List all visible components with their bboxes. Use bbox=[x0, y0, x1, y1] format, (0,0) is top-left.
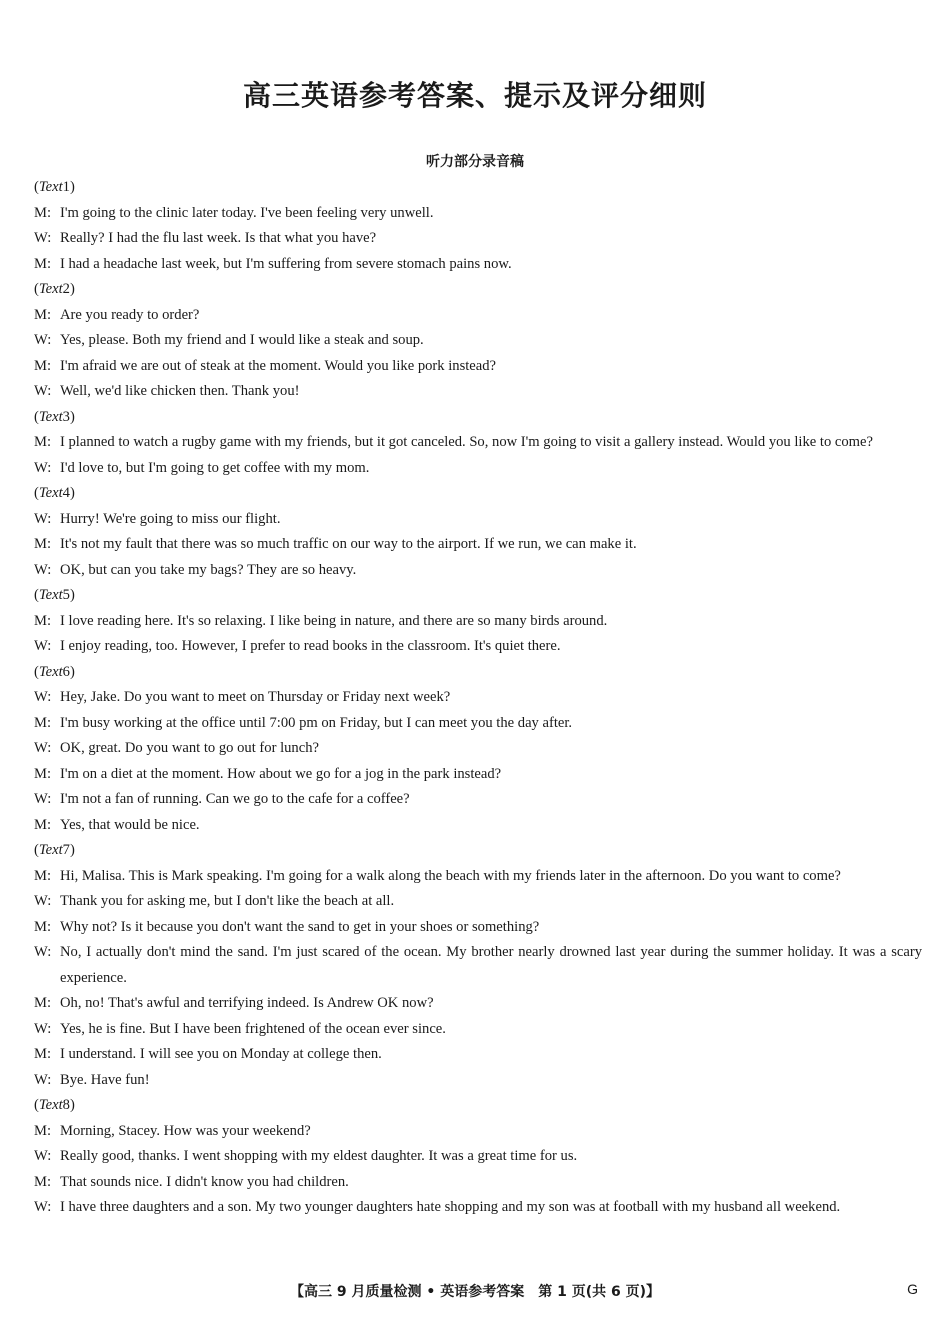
speaker-label: W: bbox=[34, 1148, 52, 1164]
text-heading-label: Text bbox=[38, 1097, 63, 1113]
text-heading-number: 5 bbox=[62, 587, 70, 603]
dialogue-line bbox=[34, 1042, 922, 1068]
dialogue-line bbox=[34, 634, 922, 660]
speaker-label: W: bbox=[34, 1071, 52, 1088]
text-heading: ( Text 2 ) bbox=[34, 277, 922, 303]
speaker-label: M: bbox=[34, 867, 52, 884]
dialogue-text: I'm afraid we are out of steak at the moment. Would you like pork instead? bbox=[60, 357, 497, 374]
dialogue-text: Why not? Is it because you don't want the sand to get in your shoes or something? bbox=[60, 918, 540, 935]
text-heading-number: 3 bbox=[62, 408, 70, 425]
speaker-label: M: bbox=[34, 434, 52, 450]
section-subtitle: 听力部分录音稿 bbox=[426, 154, 524, 170]
speaker-label: M: bbox=[34, 306, 52, 323]
dialogue-text: OK, great. Do you want to go out for lunch? bbox=[60, 740, 319, 756]
text-heading-number: 8 bbox=[62, 1097, 70, 1113]
dialogue-text: Bye. Have fun! bbox=[60, 1071, 150, 1088]
text-heading-label: Text bbox=[38, 281, 63, 297]
text-heading: ( Text 3 ) bbox=[34, 405, 922, 431]
dialogue-text: Yes, that would be nice. bbox=[60, 816, 200, 833]
page-title: 高三英语参考答案、提示及评分细则 bbox=[242, 79, 707, 112]
dialogue-line bbox=[34, 991, 922, 1017]
paper-code: G bbox=[907, 1281, 918, 1297]
dialogue-line bbox=[34, 226, 922, 252]
dialogue-text: I'm not a fan of running. Can we go to the cafe for a coffee? bbox=[60, 791, 410, 807]
dialogue-line bbox=[34, 456, 922, 482]
speaker-label: M: bbox=[34, 1173, 52, 1190]
dialogue-line bbox=[34, 201, 922, 227]
dialogue-line bbox=[34, 940, 922, 991]
dialogue-text: It's not my fault that there was so much traffic on our way to the airport. If we run, we can make it. bbox=[60, 536, 637, 552]
dialogue-line bbox=[34, 252, 922, 278]
dialogue-text: I planned to watch a rugby game with my friends, but it got canceled. So, now I'm going to visit a gallery instead. Would you like to come? bbox=[60, 434, 873, 450]
dialogue-line bbox=[34, 1119, 922, 1145]
dialogue-text: Oh, no! That's awful and terrifying indeed. Is Andrew OK now? bbox=[60, 995, 434, 1011]
dialogue-line bbox=[34, 1068, 922, 1094]
speaker-label: M: bbox=[34, 816, 52, 833]
dialogue-line bbox=[34, 685, 922, 711]
dialogue-line bbox=[34, 864, 922, 890]
speaker-label: W: bbox=[34, 944, 52, 960]
dialogue-line bbox=[34, 1195, 922, 1221]
speaker-label: M: bbox=[34, 536, 52, 552]
speaker-label: M: bbox=[34, 255, 52, 272]
speaker-label: M: bbox=[34, 612, 52, 629]
dialogue-text: I had a headache last week, but I'm suffering from severe stomach pains now. bbox=[60, 255, 512, 272]
text-heading-number: 2 bbox=[62, 281, 70, 297]
text-heading-number: 4 bbox=[62, 485, 70, 501]
text-heading: ( Text 1 ) bbox=[34, 175, 922, 201]
speaker-label: M: bbox=[34, 714, 52, 731]
dialogue-line bbox=[34, 762, 922, 788]
dialogue-line bbox=[34, 379, 922, 405]
dialogue-text: Well, we'd like chicken then. Thank you! bbox=[60, 383, 300, 399]
listening-transcript bbox=[34, 175, 922, 1221]
speaker-label: M: bbox=[34, 1046, 52, 1062]
speaker-label: W: bbox=[34, 893, 52, 909]
dialogue-line bbox=[34, 609, 922, 635]
dialogue-line bbox=[34, 328, 922, 354]
speaker-label: W: bbox=[34, 230, 52, 246]
speaker-label: M: bbox=[34, 918, 52, 935]
dialogue-text: I'm going to the clinic later today. I've been feeling very unwell. bbox=[60, 204, 434, 221]
dialogue-line bbox=[34, 532, 922, 558]
text-heading: ( Text 7 ) bbox=[34, 838, 922, 864]
dialogue-line bbox=[34, 1017, 922, 1043]
dialogue-line bbox=[34, 889, 922, 915]
dialogue-text: I love reading here. It's so relaxing. I like being in nature, and there are so many birds around. bbox=[60, 612, 608, 629]
speaker-label: W: bbox=[34, 1020, 52, 1037]
dialogue-line bbox=[34, 558, 922, 584]
speaker-label: W: bbox=[34, 510, 52, 527]
text-heading-number: 1 bbox=[62, 179, 70, 195]
dialogue-text: I'm busy working at the office until 7:00 pm on Friday, but I can meet you the day after. bbox=[60, 714, 573, 731]
speaker-label: W: bbox=[34, 459, 52, 476]
dialogue-text: Morning, Stacey. How was your weekend? bbox=[60, 1122, 311, 1139]
speaker-label: W: bbox=[34, 383, 52, 399]
speaker-label: M: bbox=[34, 995, 52, 1011]
speaker-label: M: bbox=[34, 765, 52, 782]
dialogue-line bbox=[34, 915, 922, 941]
dialogue-line bbox=[34, 1144, 922, 1170]
dialogue-text: Hey, Jake. Do you want to meet on Thursday or Friday next week? bbox=[60, 689, 451, 705]
speaker-label: W: bbox=[34, 1199, 52, 1215]
text-heading-label: Text bbox=[38, 408, 63, 425]
dialogue-text: That sounds nice. I didn't know you had children. bbox=[60, 1173, 349, 1190]
speaker-label: W: bbox=[34, 332, 52, 348]
text-heading-label: Text bbox=[38, 842, 63, 858]
text-heading-number: 7 bbox=[62, 842, 70, 858]
dialogue-text: Hurry! We're going to miss our flight. bbox=[60, 510, 281, 527]
dialogue-text: Really good, thanks. I went shopping with my eldest daughter. It was a great time for us. bbox=[60, 1148, 578, 1164]
text-heading: ( Text 5 ) bbox=[34, 583, 922, 609]
speaker-label: M: bbox=[34, 357, 52, 374]
text-heading: ( Text 6 ) bbox=[34, 660, 922, 686]
speaker-label: M: bbox=[34, 204, 52, 221]
dialogue-text: I understand. I will see you on Monday at college then. bbox=[60, 1046, 382, 1062]
dialogue-text: No, I actually don't mind the sand. I'm just scared of the ocean. My brother nearly drowned last year during the summer holiday. It was a scary experience. bbox=[60, 944, 922, 986]
text-heading: ( Text 4 ) bbox=[34, 481, 922, 507]
dialogue-line bbox=[34, 813, 922, 839]
dialogue-text: I enjoy reading, too. However, I prefer to read books in the classroom. It's quiet there. bbox=[60, 638, 561, 654]
text-heading: ( Text 8 ) bbox=[34, 1093, 922, 1119]
dialogue-line bbox=[34, 303, 922, 329]
dialogue-text: Thank you for asking me, but I don't like the beach at all. bbox=[60, 893, 395, 909]
speaker-label: W: bbox=[34, 561, 52, 578]
dialogue-text: Yes, he is fine. But I have been frightened of the ocean ever since. bbox=[60, 1020, 446, 1037]
dialogue-line bbox=[34, 736, 922, 762]
speaker-label: W: bbox=[34, 740, 52, 756]
text-heading-number: 6 bbox=[62, 663, 70, 680]
text-heading-label: Text bbox=[38, 663, 63, 680]
dialogue-line bbox=[34, 787, 922, 813]
dialogue-text: Are you ready to order? bbox=[60, 306, 200, 323]
page-footer: 【高三 9 月质量检测 • 英语参考答案 第 1 页(共 6 页)】 bbox=[290, 1284, 660, 1300]
dialogue-text: OK, but can you take my bags? They are so heavy. bbox=[60, 561, 357, 578]
text-heading-label: Text bbox=[38, 485, 63, 501]
dialogue-line bbox=[34, 354, 922, 380]
dialogue-text: Yes, please. Both my friend and I would like a steak and soup. bbox=[60, 332, 424, 348]
dialogue-line bbox=[34, 507, 922, 533]
dialogue-line bbox=[34, 711, 922, 737]
dialogue-line bbox=[34, 1170, 922, 1196]
speaker-label: W: bbox=[34, 689, 52, 705]
dialogue-text: I'm on a diet at the moment. How about we go for a jog in the park instead? bbox=[60, 765, 502, 782]
speaker-label: M: bbox=[34, 1122, 52, 1139]
speaker-label: W: bbox=[34, 791, 52, 807]
text-heading-label: Text bbox=[38, 587, 63, 603]
dialogue-text: Hi, Malisa. This is Mark speaking. I'm going for a walk along the beach with my friends later in the afternoon. Do you want to come? bbox=[60, 867, 841, 884]
dialogue-line bbox=[34, 430, 922, 456]
text-heading-label: Text bbox=[38, 179, 63, 195]
dialogue-text: I have three daughters and a son. My two younger daughters hate shopping and my son was at football with my husband all weekend. bbox=[60, 1199, 841, 1215]
dialogue-text: Really? I had the flu last week. Is that what you have? bbox=[60, 230, 377, 246]
dialogue-text: I'd love to, but I'm going to get coffee with my mom. bbox=[60, 459, 370, 476]
speaker-label: W: bbox=[34, 638, 52, 654]
